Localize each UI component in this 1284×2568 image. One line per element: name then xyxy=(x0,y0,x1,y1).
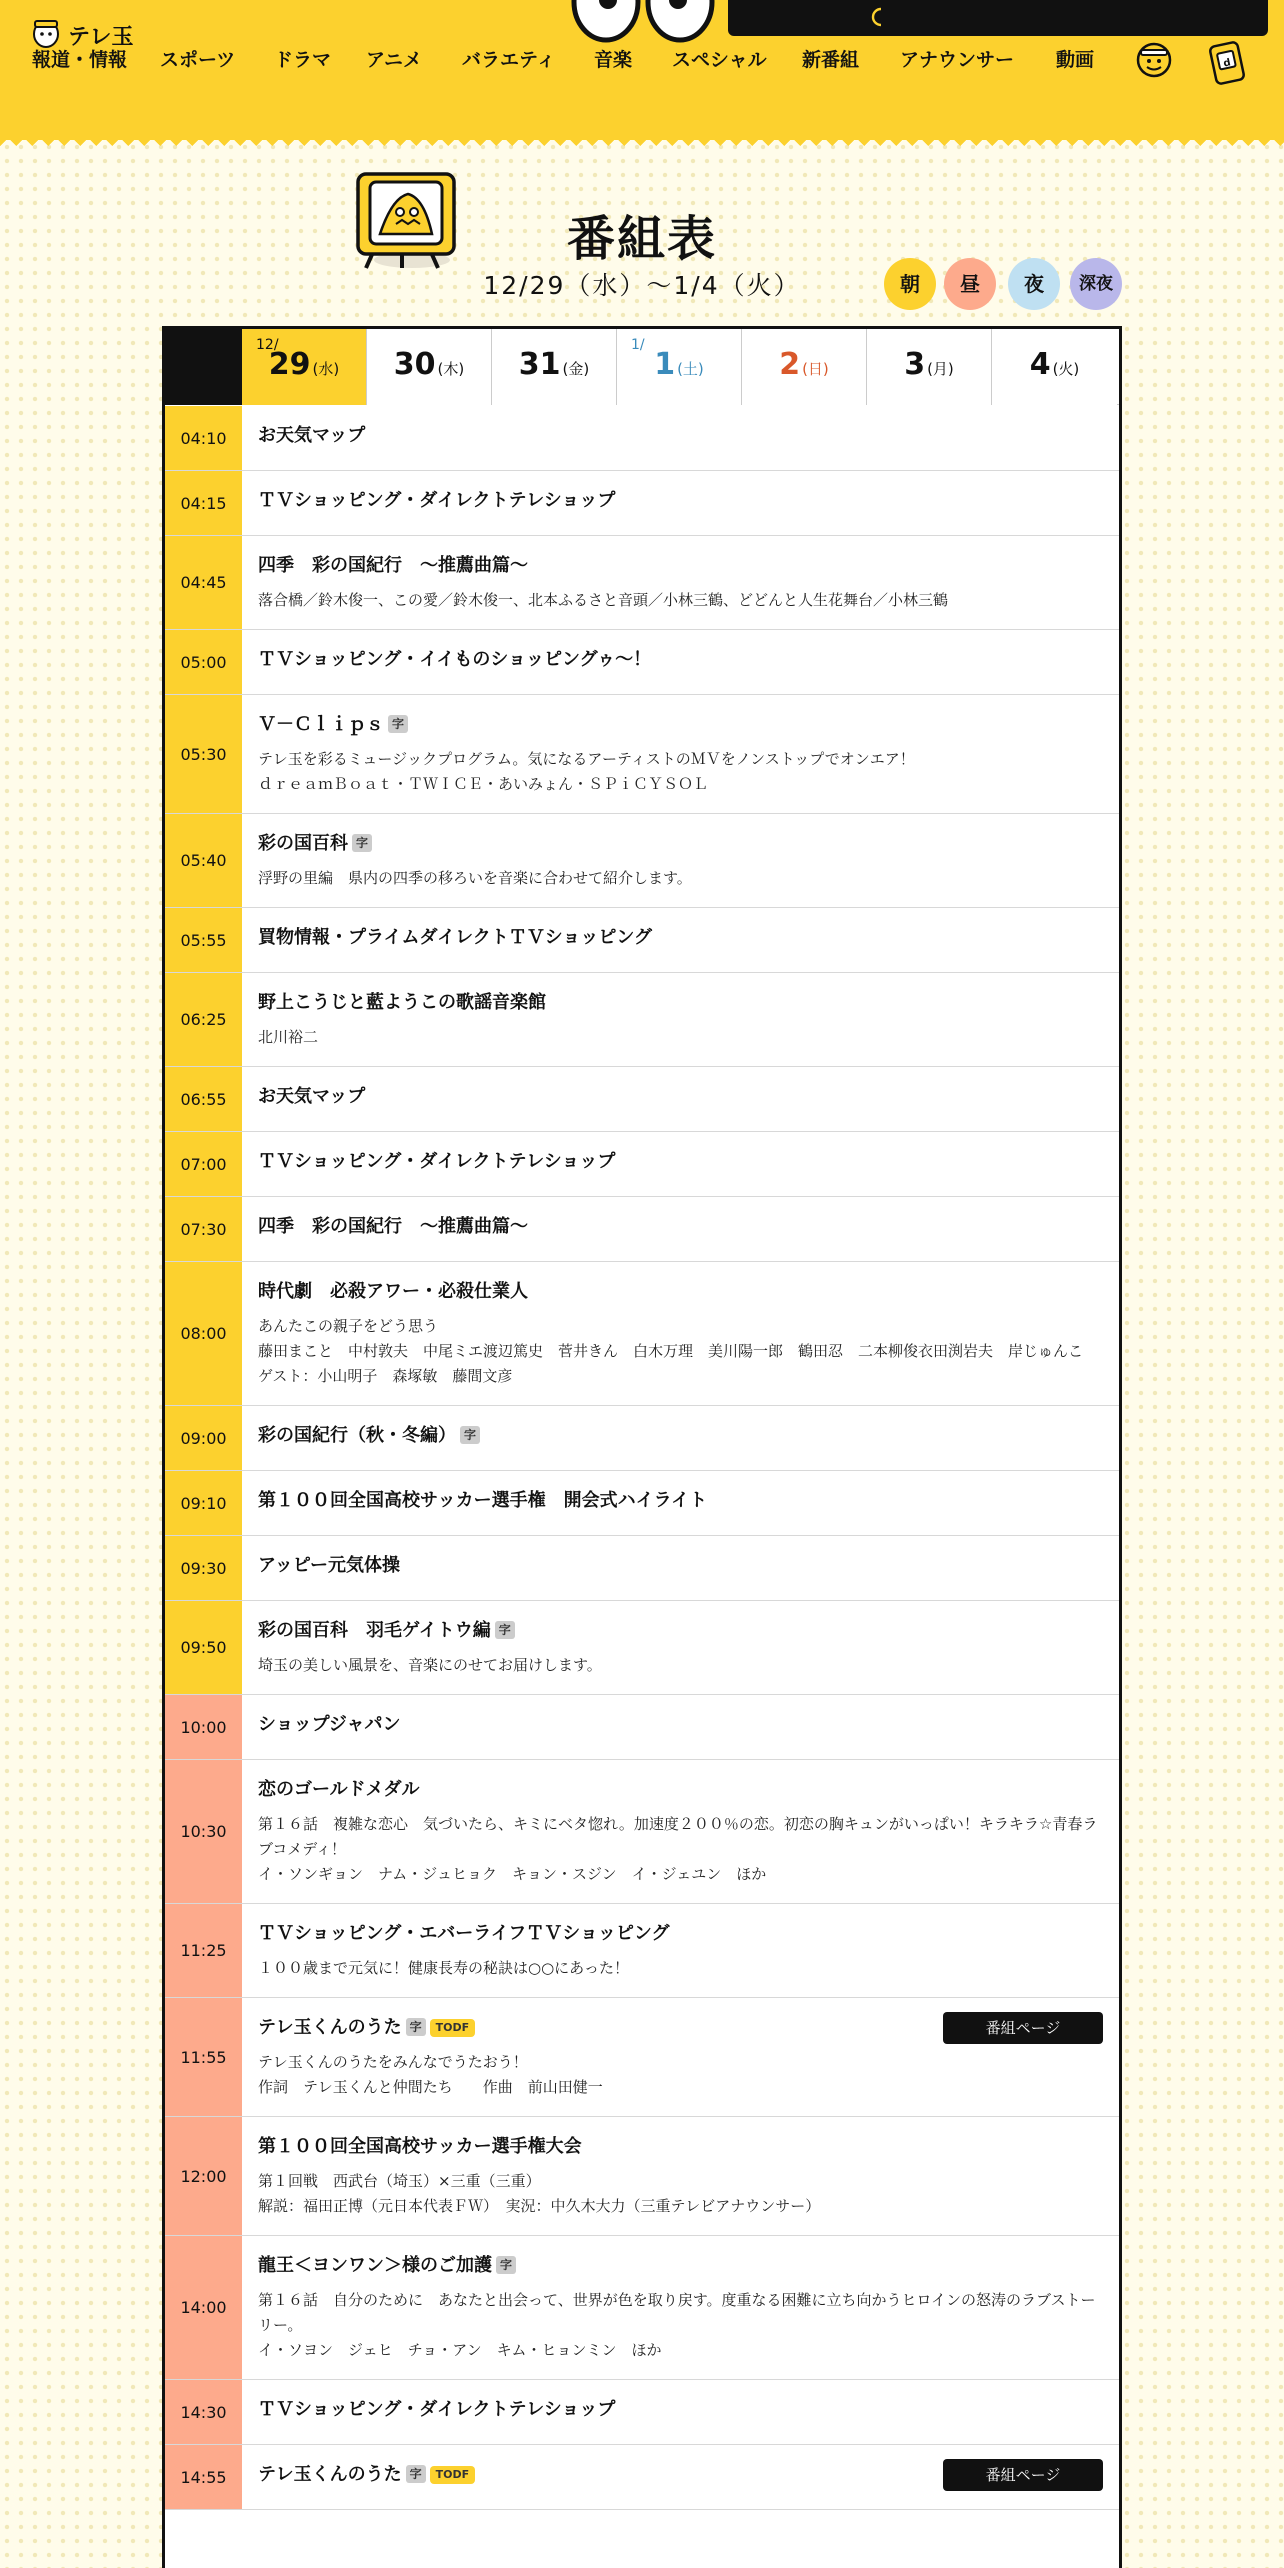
day-label xyxy=(742,347,866,382)
program-title[interactable]: ＴＶショッピング・ダイレクトテレショップ xyxy=(258,2399,616,2420)
program-description: 第１６話 複雑な恋心 気づいたら、キミにベタ惚れ。加速度２００％の恋。初恋の胸キュンがいっぱい！キラキラ☆青春ラブコメディ！ イ・ソンギョン ナム・ジュヒョク キョン・スジン イ・ジェユン ほか xyxy=(258,1815,1098,1883)
program-title-line xyxy=(258,1489,1103,1513)
program-title[interactable]: ショップジャパン xyxy=(258,1714,401,1735)
program-title-line xyxy=(258,1424,1103,1448)
subtitle-badge: 字 xyxy=(495,1621,515,1639)
program-title[interactable]: 第１００回全国高校サッカー選手権大会 xyxy=(258,2136,582,2157)
program-title-line xyxy=(258,1619,1103,1643)
program-body xyxy=(242,2380,1119,2444)
program-description: あんたこの親子をどう思う 藤田まこと 中村敦夫 中尾ミエ渡辺篤史 菅井きん 白木万理 美川陽一郎 鶴田忍 二本柳俊衣田渕岩夫 岸じゅんこ ゲスト：小山明子 森塚敏 藤間文彦 xyxy=(258,1317,1084,1385)
program-description: テレ玉を彩るミュージックプログラム。気になるアーティストのＭＶをノンストップでオンエア！ ｄｒｅａｍＢｏａｔ・ＴＷＩＣＥ・あいみょん・ＳＰｉＣＹＳＯＬ xyxy=(258,750,915,793)
program-row[interactable] xyxy=(165,406,1119,471)
program-time: 09:10 xyxy=(165,1471,242,1535)
day-number: 29 xyxy=(268,347,311,382)
day-tab-31[interactable] xyxy=(492,329,617,405)
day-weekday: (土) xyxy=(677,360,704,378)
program-body xyxy=(242,536,1119,629)
program-title[interactable]: 彩の国紀行（秋・冬編） xyxy=(258,1425,456,1446)
program-row[interactable] xyxy=(165,1536,1119,1601)
program-title[interactable]: お天気マップ xyxy=(258,425,366,446)
program-row[interactable] xyxy=(165,908,1119,973)
site-header xyxy=(0,0,1284,140)
program-description: 浮野の里編 県内の四季の移ろいを音楽に合わせて紹介します。 xyxy=(258,869,692,887)
program-time: 11:25 xyxy=(165,1904,242,1997)
program-time: 08:00 xyxy=(165,1262,242,1405)
program-body xyxy=(242,1760,1119,1903)
day-tab-30[interactable] xyxy=(367,329,492,405)
program-time: 07:00 xyxy=(165,1132,242,1196)
day-tab-3[interactable] xyxy=(867,329,992,405)
filter-night-button[interactable]: 夜 xyxy=(1008,258,1060,310)
program-row[interactable] xyxy=(165,2380,1119,2445)
todf-badge: TODF xyxy=(430,2019,476,2037)
program-title-line xyxy=(258,2254,1103,2278)
program-time: 14:30 xyxy=(165,2380,242,2444)
program-body xyxy=(242,1536,1119,1600)
day-label xyxy=(242,347,366,382)
day-weekday: (金) xyxy=(562,360,590,378)
program-description: 第１６話 自分のために あなたと出会って、世界が色を取り戻す。度重なる困難に立ち向かうヒロインの怒涛のラブストーリー。 イ・ソヨン ジェヒ チョ・アン キム・ヒョンミン ほか xyxy=(258,2291,1096,2359)
program-title-line xyxy=(258,554,1103,578)
program-body xyxy=(242,1262,1119,1405)
program-row[interactable] xyxy=(165,814,1119,908)
subtitle-badge: 字 xyxy=(388,715,408,733)
day-label xyxy=(492,347,616,382)
day-month: 1/ xyxy=(631,337,645,353)
program-time: 05:55 xyxy=(165,908,242,972)
mascot-icon[interactable] xyxy=(1134,36,1174,80)
svg-text:d: d xyxy=(1222,57,1232,70)
program-body xyxy=(242,1471,1119,1535)
program-row[interactable] xyxy=(165,2117,1119,2236)
program-title[interactable]: 野上こうじと藍ようこの歌謡音楽館 xyxy=(258,992,546,1013)
program-row[interactable] xyxy=(165,1132,1119,1197)
program-row[interactable] xyxy=(165,1406,1119,1471)
program-title[interactable]: ＴＶショッピング・イイものショッピングゥ～！ xyxy=(258,649,652,670)
program-time: 09:00 xyxy=(165,1406,242,1470)
subtitle-badge: 字 xyxy=(496,2256,516,2274)
program-title[interactable]: お天気マップ xyxy=(258,1086,366,1107)
program-time: 14:55 xyxy=(165,2445,242,2509)
day-weekday: (木) xyxy=(437,360,465,378)
program-body xyxy=(242,814,1119,907)
program-description: 落合橋／鈴木俊一、この愛／鈴木俊一、北本ふるさと音頭／小林三鶴、どどんと人生花舞台／小林三鶴 xyxy=(258,591,949,609)
day-weekday: (火) xyxy=(1052,360,1080,378)
program-title-line xyxy=(258,1280,1103,1304)
page-title: 番組表 xyxy=(566,211,717,267)
program-title[interactable]: 龍王＜ヨンワン＞様のご加護 xyxy=(258,2255,492,2276)
program-body xyxy=(242,1601,1119,1694)
day-number: 2 xyxy=(779,347,801,382)
program-body xyxy=(242,1067,1119,1131)
program-title-line xyxy=(258,1922,1103,1946)
program-title-line xyxy=(258,991,1103,1015)
program-row[interactable] xyxy=(165,1197,1119,1262)
program-body xyxy=(242,695,1119,813)
mascot-eyes-icon xyxy=(568,0,718,60)
program-row[interactable] xyxy=(165,1471,1119,1536)
program-body xyxy=(242,2236,1119,2379)
program-title-line xyxy=(258,1778,1103,1802)
program-time: 05:30 xyxy=(165,695,242,813)
program-title-line xyxy=(258,648,1103,672)
day-header-corner xyxy=(165,329,242,405)
program-row[interactable] xyxy=(165,973,1119,1067)
program-body xyxy=(242,630,1119,694)
program-title[interactable]: 四季 彩の国紀行 ～推薦曲篇～ xyxy=(258,1216,528,1237)
program-title-line xyxy=(258,1215,1103,1239)
program-time: 09:50 xyxy=(165,1601,242,1694)
program-row[interactable] xyxy=(165,1904,1119,1998)
program-title[interactable]: 第１００回全国高校サッカー選手権 開会式ハイライト xyxy=(258,1490,708,1511)
program-body xyxy=(242,1998,1119,2116)
program-time: 04:15 xyxy=(165,471,242,535)
nav-item-announcer[interactable]: アナウンサー xyxy=(900,49,1015,71)
header-zigzag-border xyxy=(0,130,1284,146)
program-title-line xyxy=(258,926,1103,950)
day-tab-2[interactable] xyxy=(742,329,867,405)
program-row[interactable] xyxy=(165,695,1119,814)
program-title[interactable]: 恋のゴールドメダル xyxy=(258,1779,420,1800)
program-title[interactable]: 買物情報・プライムダイレクトＴＶショッピング xyxy=(258,927,653,948)
program-body xyxy=(242,471,1119,535)
program-body xyxy=(242,1197,1119,1261)
todf-badge: TODF xyxy=(430,2466,476,2484)
program-body xyxy=(242,1695,1119,1759)
nav-item-new[interactable]: 新番組 xyxy=(802,49,860,71)
subtitle-badge: 字 xyxy=(406,2465,426,2483)
day-label xyxy=(867,347,991,382)
program-time: 09:30 xyxy=(165,1536,242,1600)
program-body xyxy=(242,1904,1119,1997)
filter-daytime-button[interactable]: 昼 xyxy=(944,258,996,310)
program-time: 11:55 xyxy=(165,1998,242,2116)
day-number: 1 xyxy=(654,347,676,382)
program-body xyxy=(242,2445,1119,2509)
program-title-line xyxy=(258,2398,1103,2422)
program-title[interactable]: 彩の国百科 羽毛ゲイトウ編 xyxy=(258,1620,491,1641)
program-title-line xyxy=(258,713,1103,737)
filter-latenight-button[interactable]: 深夜 xyxy=(1070,258,1122,310)
program-row[interactable] xyxy=(165,471,1119,536)
program-time: 05:40 xyxy=(165,814,242,907)
program-description: 埼玉の美しい風景を、音楽にのせてお届けします。 xyxy=(258,1656,602,1674)
program-row[interactable] xyxy=(165,630,1119,695)
program-row[interactable] xyxy=(165,2445,1119,2510)
program-title[interactable]: ＴＶショッピング・ダイレクトテレショップ xyxy=(258,1151,616,1172)
program-title[interactable]: ＴＶショッピング・エバーライフＴＶショッピング xyxy=(258,1923,670,1944)
program-title-line xyxy=(258,424,1103,448)
day-tabs xyxy=(165,329,1119,405)
program-title-line xyxy=(258,1085,1103,1109)
program-time: 12:00 xyxy=(165,2117,242,2235)
nav-item-variety[interactable]: バラエティ xyxy=(462,49,556,71)
program-body xyxy=(242,973,1119,1066)
nav-item-news[interactable]: 報道・情報 xyxy=(32,49,128,71)
program-time: 14:00 xyxy=(165,2236,242,2379)
program-description: 北川裕二 xyxy=(258,1028,319,1046)
day-weekday: (日) xyxy=(802,360,829,378)
filter-morning-button[interactable]: 朝 xyxy=(884,258,936,310)
program-title[interactable]: テレ玉くんのうた xyxy=(258,2017,402,2038)
program-title-line xyxy=(258,832,1103,856)
day-label xyxy=(617,347,741,382)
day-number: 31 xyxy=(518,347,561,382)
program-title[interactable]: Ｖ－Ｃｌｉｐｓ xyxy=(258,714,384,735)
program-time: 10:30 xyxy=(165,1760,242,1903)
day-tab-4[interactable] xyxy=(992,329,1117,405)
subtitle-badge: 字 xyxy=(460,1426,480,1444)
day-weekday: (月) xyxy=(927,360,954,378)
program-title[interactable]: ＴＶショッピング・ダイレクトテレショップ xyxy=(258,490,616,511)
schedule-table xyxy=(162,326,1122,2568)
program-title[interactable]: 彩の国百科 xyxy=(258,833,348,854)
nav-item-drama[interactable]: ドラマ xyxy=(274,49,332,71)
subtitle-badge: 字 xyxy=(352,834,372,852)
logo-text: テレ玉 xyxy=(68,25,134,50)
program-title-line xyxy=(258,1150,1103,1174)
day-tab-1[interactable] xyxy=(617,329,742,405)
program-time: 10:00 xyxy=(165,1695,242,1759)
program-row[interactable] xyxy=(165,1067,1119,1132)
program-page-button[interactable]: 番組ページ xyxy=(943,2459,1103,2491)
program-title[interactable]: アッピー元気体操 xyxy=(258,1555,401,1576)
program-list xyxy=(165,406,1119,2510)
program-title[interactable]: 時代劇 必殺アワー・必殺仕業人 xyxy=(258,1281,528,1302)
day-number: 4 xyxy=(1029,347,1051,382)
program-row[interactable] xyxy=(165,2236,1119,2380)
program-body xyxy=(242,908,1119,972)
program-time: 04:10 xyxy=(165,406,242,470)
program-time: 04:45 xyxy=(165,536,242,629)
program-page-button[interactable]: 番組ページ xyxy=(943,2012,1103,2044)
program-title[interactable]: テレ玉くんのうた xyxy=(258,2464,402,2485)
program-body xyxy=(242,1132,1119,1196)
day-number: 30 xyxy=(393,347,436,382)
program-description: １００歳まで元気に！健康長寿の秘訣は○○にあった！ xyxy=(258,1959,630,1977)
day-weekday: (水) xyxy=(312,360,340,378)
program-title[interactable]: 四季 彩の国紀行 ～推薦曲篇～ xyxy=(258,555,528,576)
day-label xyxy=(367,347,491,382)
program-row[interactable] xyxy=(165,1760,1119,1904)
program-row[interactable] xyxy=(165,536,1119,630)
program-body xyxy=(242,2117,1119,2235)
program-time: 07:30 xyxy=(165,1197,242,1261)
program-title-line xyxy=(258,489,1103,513)
data-broadcast-icon[interactable] xyxy=(1204,36,1250,88)
program-time: 06:25 xyxy=(165,973,242,1066)
subtitle-badge: 字 xyxy=(406,2018,426,2036)
search-bar[interactable] xyxy=(728,0,1268,36)
program-row[interactable] xyxy=(165,1262,1119,1406)
program-title-line xyxy=(258,2135,1103,2159)
nav-item-video[interactable]: 動画 xyxy=(1056,49,1095,71)
day-month: 12/ xyxy=(256,337,279,353)
day-label xyxy=(992,347,1117,382)
nav-item-music[interactable]: 音楽 xyxy=(594,49,633,71)
program-row[interactable] xyxy=(165,1601,1119,1695)
program-time: 06:55 xyxy=(165,1067,242,1131)
program-title-line xyxy=(258,1554,1103,1578)
program-time: 05:00 xyxy=(165,630,242,694)
program-title-line xyxy=(258,1713,1103,1737)
moon-search-icon[interactable] xyxy=(868,6,890,28)
date-range: 12/29（水）〜1/4（火） xyxy=(483,271,801,300)
nav-item-anime[interactable]: アニメ xyxy=(366,49,423,71)
program-body xyxy=(242,1406,1119,1470)
program-body xyxy=(242,406,1119,470)
program-description: 第１回戦 西武台（埼玉）×三重（三重） 解説：福田正博（元日本代表ＦＷ） 実況：中久木大力（三重テレビアナウンサー） xyxy=(258,2172,821,2215)
nav-item-sports[interactable]: スポーツ xyxy=(160,49,236,71)
program-row[interactable] xyxy=(165,1695,1119,1760)
program-description: テレ玉くんのうたをみんなでうたおう！ 作詞 テレ玉くんと仲間たち 作曲 前山田健一 xyxy=(258,2053,603,2096)
day-number: 3 xyxy=(904,347,926,382)
nav-item-special[interactable]: スペシャル xyxy=(672,49,767,71)
day-tab-29[interactable] xyxy=(242,329,367,405)
program-row[interactable] xyxy=(165,1998,1119,2117)
